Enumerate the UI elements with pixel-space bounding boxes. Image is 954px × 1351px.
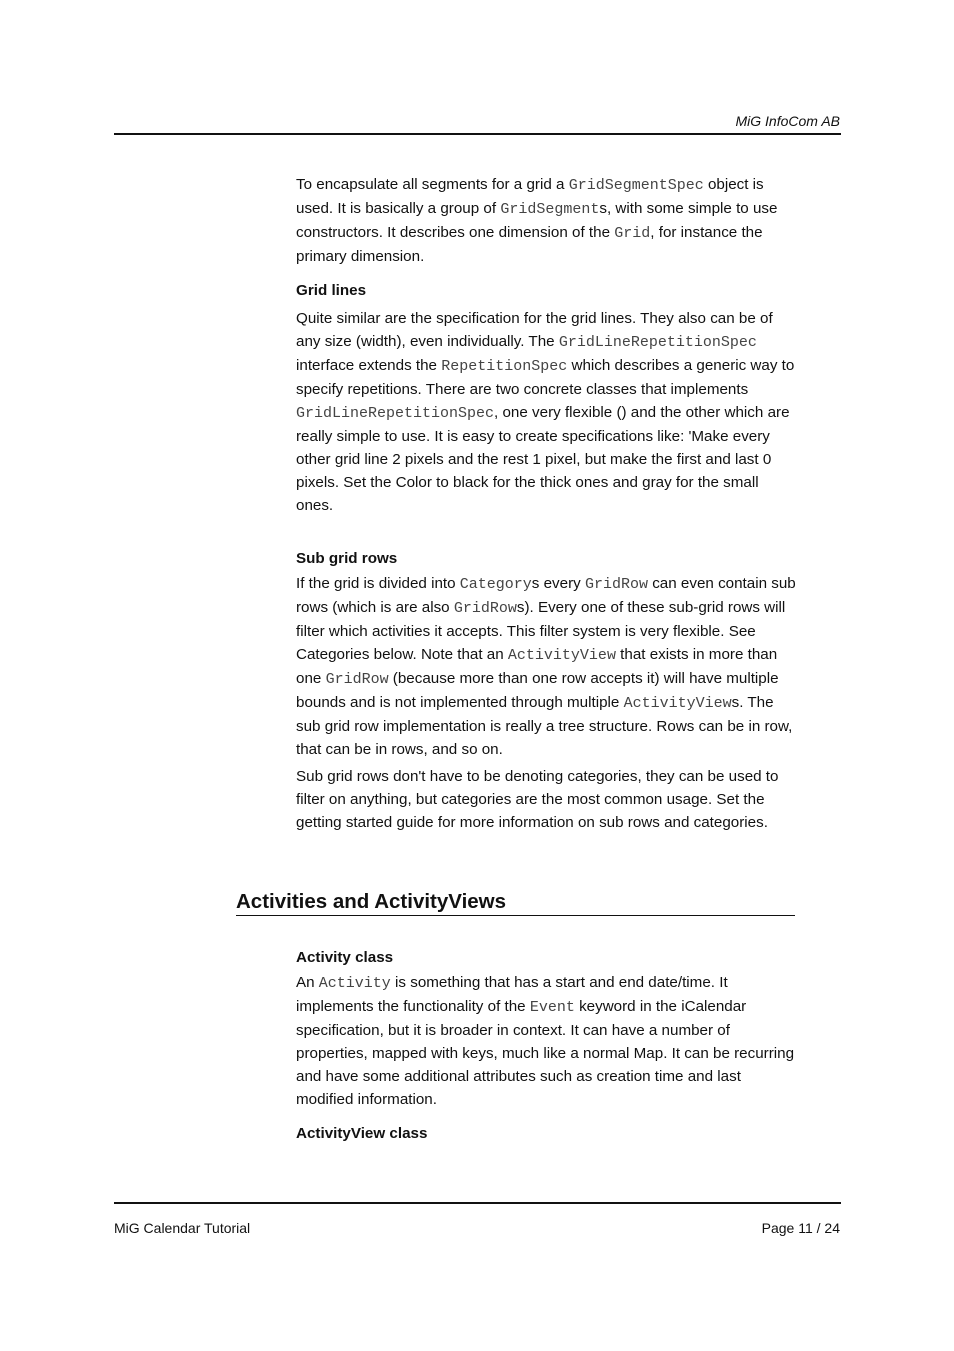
- sub-grid-text-5: that exists in more than one: [296, 646, 778, 687]
- sub-grid-rows-paragraph-1: [296, 572, 796, 761]
- code-gridrow: GridRow: [584, 576, 648, 593]
- intro-text-1: To encapsulate all segments for a grid a: [296, 176, 569, 193]
- activity-text-1: An: [296, 974, 319, 991]
- activity-text-2: is something that has a start and end date/time. It implements the functionality of the: [296, 974, 728, 1015]
- sub-grid-rows-heading: Sub grid rows: [296, 550, 398, 567]
- code-event: Event: [529, 999, 575, 1016]
- code-gridsegmentspec: GridSegmentSpec: [568, 177, 704, 194]
- code-gridrow-3: GridRow: [325, 671, 389, 688]
- intro-text-4: , for instance the primary dimension.: [296, 224, 763, 265]
- activity-class-heading: Activity class: [296, 949, 394, 966]
- grid-lines-text-3: which describes a generic way to specify repetitions. There are two concrete classes that implements: [296, 357, 795, 398]
- code-activity: Activity: [318, 975, 391, 992]
- activity-text-3: keyword in the iCalendar specification, but it is broader in context. It can have a number of properties, mapped with keys, much like a normal Map. It can be recurring and have some additional attributes such as creation time and last modified information.: [296, 998, 795, 1108]
- grid-lines-text-4: , one very flexible () and the other which are really simple to use. It is easy to create specifications like: 'Make every other grid line 2 pixels and the rest 1 pixel, but make the first and last 0 pixels. Set the Color to black for the thick ones and gray for the small ones.: [296, 404, 790, 514]
- sub-grid-text-3: can even contain sub rows (which is are also: [296, 575, 796, 616]
- grid-lines-text-2: interface extends the: [296, 357, 442, 374]
- code-repetitionspec: RepetitionSpec: [441, 358, 568, 375]
- header-rule: [114, 133, 841, 135]
- sub-grid-rows-paragraph-2: Sub grid rows don't have to be denoting categories, they can be used to filter on anything, but categories are the most common usage. Set the getting started guide for more information on sub rows and categories.: [296, 768, 779, 831]
- code-category: Category: [459, 576, 532, 593]
- sub-grid-text-1: If the grid is divided into: [296, 575, 460, 592]
- intro-text-3: s, with some simple to use constructors. It describes one dimension of the: [296, 200, 778, 241]
- intro-paragraph: [296, 173, 796, 268]
- grid-lines-paragraph: [296, 307, 796, 517]
- code-gridrow-2: GridRow: [453, 600, 517, 617]
- header-company-name: MiG InfoCom AB: [735, 113, 840, 129]
- code-gridlinerepetitionspec-2: GridLineRepetitionSpec: [296, 405, 495, 422]
- activityview-class-heading: ActivityView class: [296, 1125, 428, 1142]
- code-grid: Grid: [614, 225, 651, 242]
- grid-lines-heading: Grid lines: [296, 282, 367, 299]
- section-heading-activities: Activities and ActivityViews: [236, 889, 795, 916]
- footer-document-title: MiG Calendar Tutorial: [114, 1220, 251, 1236]
- sub-grid-text-6: (because more than one row accepts it) will have multiple bounds and is not implemented through multiple: [296, 670, 779, 711]
- grid-lines-block: [296, 307, 796, 517]
- grid-lines-text-1: Quite similar are the specification for the grid lines. They also can be of any size (width), even individually. The: [296, 310, 773, 350]
- footer-page-number: Page 11 / 24: [761, 1220, 840, 1236]
- intro-text-2: object is used. It is basically a group of: [296, 176, 764, 217]
- sub-grid-text-4: s). Every one of these sub-grid rows will filter which activities it accepts. This filter system is very flexible. See Categories below. Note that an: [296, 599, 786, 663]
- footer-rule: [114, 1202, 841, 1204]
- code-activityview: ActivityView: [507, 647, 616, 664]
- sub-grid-text-7: s. The sub grid row implementation is really a tree structure. Rows can be in row, that can be in rows, and so on.: [296, 694, 793, 758]
- activity-class-paragraph: [296, 971, 796, 1111]
- intro-block: [296, 173, 796, 268]
- sub-grid-text-2: s every: [531, 575, 585, 592]
- code-activityview-2: ActivityView: [623, 695, 732, 712]
- code-gridlinerepetitionspec: GridLineRepetitionSpec: [558, 334, 757, 351]
- code-gridsegment: GridSegment: [500, 201, 600, 218]
- sub-grid-rows-block: [296, 572, 796, 761]
- activity-class-block: [296, 971, 796, 1111]
- sub-grid-rows-block-2: [296, 765, 796, 834]
